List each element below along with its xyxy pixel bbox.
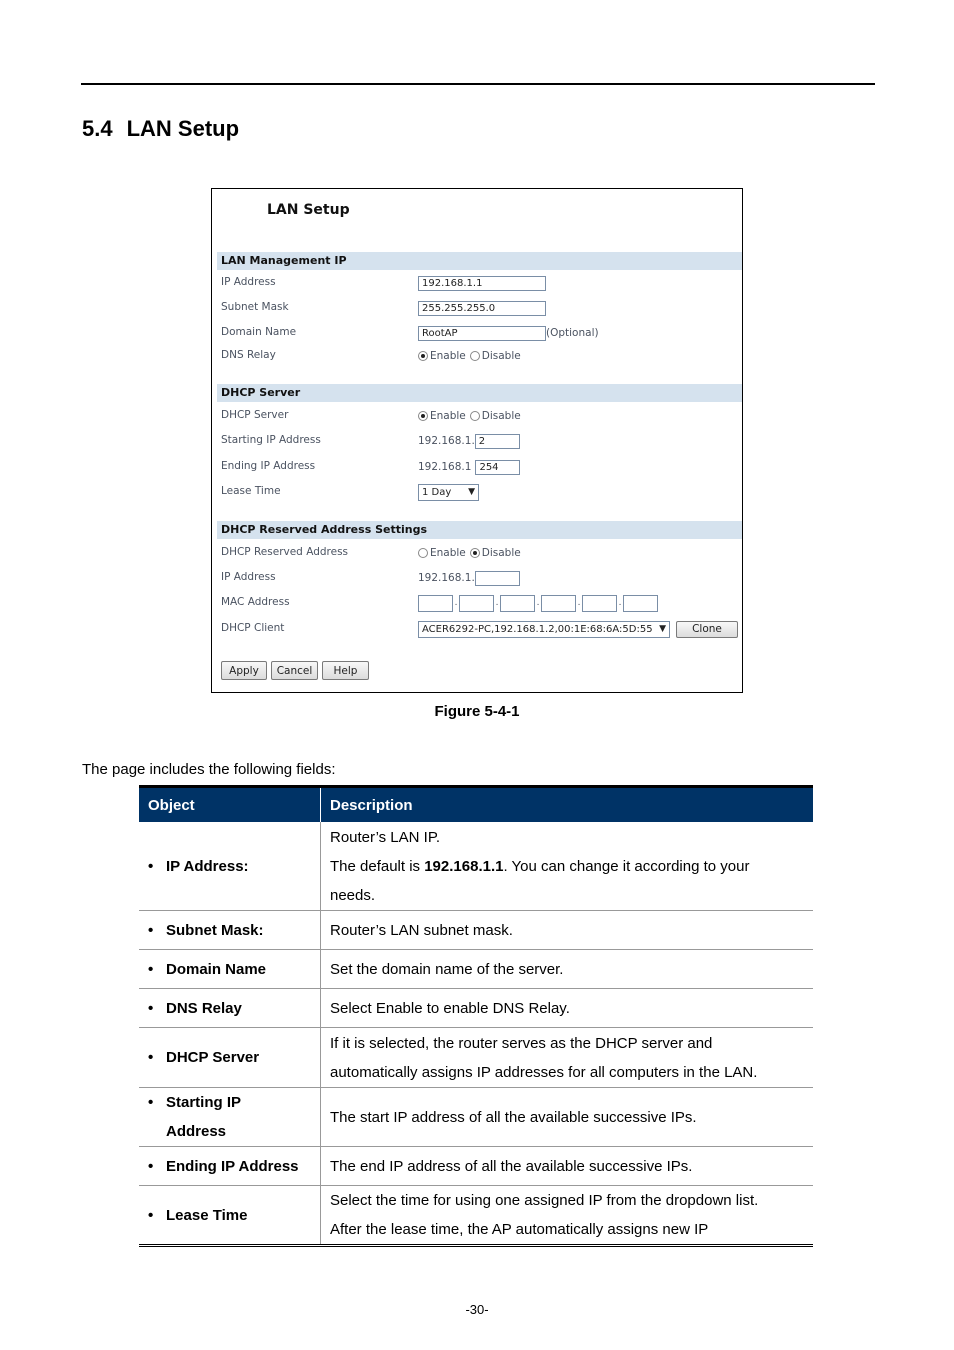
reserved-enable-radio[interactable]	[418, 548, 428, 558]
figure-caption: Figure 5-4-1	[434, 703, 520, 720]
table-row: • DHCP Server If it is selected, the router serves as the DHCP server and automatically assigns IP addresses for all computers in the LAN.	[139, 1028, 813, 1088]
lease-time-select[interactable]: 1 Day ▼	[418, 484, 479, 501]
lan-setup-screenshot	[211, 188, 743, 693]
table-row: • Subnet Mask: Router’s LAN subnet mask.	[139, 911, 813, 950]
table-row: • Starting IP Address The start IP address of all the available successive IPs.	[139, 1088, 813, 1147]
dhcp-disable-radio[interactable]	[470, 411, 480, 421]
ip-address-input[interactable]: 192.168.1.1	[418, 276, 546, 291]
subnet-mask-row: Subnet Mask 255.255.255.0	[212, 298, 742, 318]
reserved-ip-input[interactable]	[475, 571, 520, 586]
header-description: Description	[321, 787, 814, 823]
intro-text: The page includes the following fields:	[82, 761, 336, 778]
starting-ip-row: Starting IP Address 192.168.1. 2	[212, 431, 742, 451]
apply-button[interactable]: Apply	[221, 661, 267, 680]
lan-management-header: LAN Management IP	[217, 252, 742, 270]
header-object: Object	[139, 787, 321, 823]
clone-button[interactable]: Clone	[676, 621, 738, 638]
section-title: 5.4 LAN Setup	[82, 116, 240, 141]
table-row: • Ending IP Address The end IP address of all the available successive IPs.	[139, 1147, 813, 1186]
page-number: -30-	[465, 1302, 489, 1317]
mac-field-2[interactable]	[459, 595, 494, 612]
table-row: • Domain Name Set the domain name of the server.	[139, 950, 813, 989]
mac-field-6[interactable]	[623, 595, 658, 612]
help-button[interactable]: Help	[322, 661, 369, 680]
dns-relay-enable-radio[interactable]	[418, 351, 428, 361]
mac-field-5[interactable]	[582, 595, 617, 612]
domain-name-row: Domain Name RootAP (Optional)	[221, 326, 599, 339]
ending-ip-input[interactable]: 254	[475, 460, 520, 475]
fields-table	[139, 785, 813, 1247]
reserved-disable-radio[interactable]	[470, 548, 480, 558]
dhcp-enable-radio[interactable]	[418, 411, 428, 421]
mac-field-1[interactable]	[418, 595, 453, 612]
reserved-address-row: DHCP Reserved Address Enable Disable	[221, 546, 521, 559]
domain-name-input[interactable]: RootAP	[418, 326, 546, 341]
mac-field-3[interactable]	[500, 595, 535, 612]
lease-time-row: Lease Time 1 Day ▼	[212, 482, 742, 502]
chevron-down-icon: ▼	[468, 487, 475, 497]
subnet-mask-input[interactable]: 255.255.255.0	[418, 301, 546, 316]
panel-title: LAN Setup	[267, 202, 350, 218]
table-header	[139, 787, 813, 823]
cancel-button[interactable]: Cancel	[271, 661, 318, 680]
reserved-ip-row: IP Address 192.168.1.	[212, 568, 742, 588]
optional-note: (Optional)	[546, 327, 599, 339]
chevron-down-icon: ▼	[659, 624, 666, 634]
reserved-address-header: DHCP Reserved Address Settings	[217, 521, 742, 539]
ip-address-row: IP Address 192.168.1.1	[212, 273, 742, 293]
table-row: • Lease Time Select the time for using one assigned IP from the dropdown list. After the lease time, the AP automatically assigns new IP	[139, 1186, 813, 1246]
dns-relay-disable-radio[interactable]	[470, 351, 480, 361]
dhcp-client-row: DHCP Client ACER6292-PC,192.168.1.2,00:1E:68:6A:5D:55 ▼ Clone	[212, 619, 742, 639]
dns-relay-row: DNS Relay Enable Disable	[221, 349, 521, 362]
dhcp-client-select[interactable]: ACER6292-PC,192.168.1.2,00:1E:68:6A:5D:55 ▼	[418, 621, 670, 638]
dhcp-server-row: DHCP Server Enable Disable	[221, 409, 521, 422]
table-row: • DNS Relay Select Enable to enable DNS Relay.	[139, 989, 813, 1028]
mac-address-row: MAC Address . . . . .	[212, 593, 742, 613]
header-rule	[81, 83, 875, 85]
table-row: • IP Address: Router’s LAN IP. The default is 192.168.1.1. You can change it according to your needs.	[139, 822, 813, 911]
dhcp-server-header: DHCP Server	[217, 384, 742, 402]
mac-field-4[interactable]	[541, 595, 576, 612]
starting-ip-input[interactable]: 2	[475, 434, 520, 449]
ending-ip-row: Ending IP Address 192.168.1 254	[212, 457, 742, 477]
